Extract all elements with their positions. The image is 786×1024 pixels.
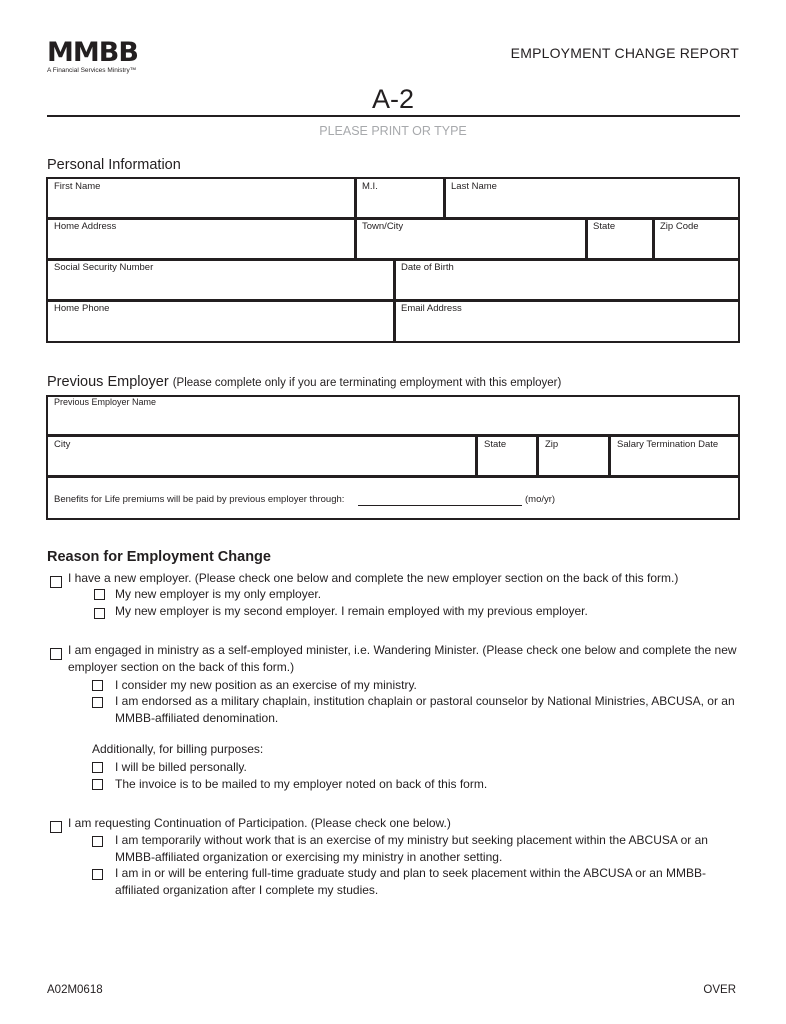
reason-heading: Reason for Employment Change — [47, 549, 271, 565]
state-field[interactable] — [587, 219, 652, 258]
billing-heading: Additionally, for billing purposes: — [92, 742, 264, 756]
zip-code-label: Zip Code — [660, 221, 699, 232]
home-address-field[interactable] — [48, 219, 354, 258]
home-phone-label: Home Phone — [54, 303, 110, 314]
new-employer-checkbox[interactable] — [50, 576, 62, 588]
prev-state-field[interactable] — [478, 437, 536, 475]
graduate-study-label-line1: I am in or will be entering full-time graduate study and plan to seek placement within the ABCUSA or an MMBB- — [115, 866, 706, 880]
town-city-label: Town/City — [362, 221, 404, 232]
logo-mark: MMBB — [47, 37, 138, 68]
previous-employer-heading — [47, 374, 561, 390]
zip-code-field[interactable] — [654, 219, 737, 258]
self-employed-label-line2: employer section on the back of this form.) — [68, 660, 295, 674]
new-employer-label: I have a new employer. (Please check one below and complete the new employer section on the back of this form.) — [68, 571, 679, 585]
personal-info-grid — [46, 177, 740, 343]
prev-state-label: State — [484, 439, 507, 450]
graduate-study-label-line2: affiliated organization after I complete my studies. — [115, 883, 379, 897]
invoice-to-employer-checkbox[interactable] — [92, 779, 103, 790]
second-employer-checkbox[interactable] — [94, 608, 105, 619]
logo-tagline: A Financial Services Ministry™ — [47, 67, 137, 74]
report-title: EMPLOYMENT CHANGE REPORT — [510, 45, 739, 61]
temporarily-without-work-label-line2: MMBB-affiliated organization or exercising my ministry in another setting. — [115, 850, 503, 864]
salary-termination-date-label: Salary Termination Date — [617, 439, 719, 450]
exercise-of-ministry-label: I consider my new position as an exercise of my ministry. — [115, 678, 417, 692]
only-employer-checkbox[interactable] — [94, 589, 105, 600]
personal-info-heading: Personal Information — [47, 157, 181, 173]
benefits-row — [48, 477, 737, 517]
prev-city-label: City — [54, 439, 71, 450]
endorsed-chaplain-label-line1: I am endorsed as a military chaplain, institution chaplain or pastoral counselor by National Ministries, ABCUSA, or an — [115, 694, 735, 708]
benefits-through-input[interactable] — [358, 493, 522, 506]
benefits-text: Benefits for Life premiums will be paid by previous employer through: — [54, 494, 345, 505]
state-label: State — [593, 221, 616, 232]
title-divider — [47, 115, 740, 117]
endorsed-chaplain-checkbox[interactable] — [92, 697, 103, 708]
previous-employer-grid — [46, 395, 740, 520]
previous-employer-title: Previous Employer — [47, 374, 169, 390]
prev-zip-field[interactable] — [539, 437, 608, 475]
home-phone-field[interactable] — [48, 301, 393, 340]
last-name-field[interactable] — [445, 179, 737, 217]
previous-employer-note: (Please complete only if you are terminating employment with this employer) — [172, 377, 562, 389]
middle-initial-field[interactable] — [356, 179, 443, 217]
self-employed-label-line1: I am engaged in ministry as a self-employed minister, i.e. Wandering Minister. (Please check one below and complete the new — [68, 643, 737, 657]
dob-field[interactable] — [395, 260, 737, 299]
ssn-label: Social Security Number — [54, 262, 154, 273]
form-code: A-2 — [371, 84, 415, 114]
endorsed-chaplain-label-line2: MMBB-affiliated denomination. — [115, 711, 279, 725]
salary-termination-date-field[interactable] — [611, 437, 737, 475]
billed-personally-label: I will be billed personally. — [115, 760, 247, 774]
invoice-to-employer-label: The invoice is to be mailed to my employer noted on back of this form. — [115, 777, 488, 791]
temporarily-without-work-label-line1: I am temporarily without work that is an exercise of my ministry but seeking placement within the ABCUSA or an — [115, 833, 708, 847]
benefits-unit: (mo/yr) — [525, 494, 556, 505]
home-address-label: Home Address — [54, 221, 117, 232]
temporarily-without-work-checkbox[interactable] — [92, 836, 103, 847]
previous-employer-name-field[interactable] — [48, 397, 737, 434]
first-name-field[interactable] — [48, 179, 354, 217]
email-field[interactable] — [395, 301, 737, 340]
only-employer-label: My new employer is my only employer. — [115, 587, 322, 601]
email-label: Email Address — [401, 303, 462, 314]
exercise-of-ministry-checkbox[interactable] — [92, 680, 103, 691]
previous-employer-name-label: Previous Employer Name — [54, 397, 157, 407]
prev-city-field[interactable] — [48, 437, 475, 475]
town-city-field[interactable] — [356, 219, 585, 258]
second-employer-label: My new employer is my second employer. I remain employed with my previous employer. — [115, 604, 588, 618]
last-name-label: Last Name — [451, 181, 497, 192]
first-name-label: First Name — [54, 181, 101, 192]
print-note: PLEASE PRINT OR TYPE — [319, 124, 467, 138]
continuation-label: I am requesting Continuation of Participation. (Please check one below.) — [68, 816, 451, 830]
self-employed-checkbox[interactable] — [50, 648, 62, 660]
ssn-field[interactable] — [48, 260, 393, 299]
over-indicator: OVER — [703, 984, 736, 996]
dob-label: Date of Birth — [401, 262, 454, 273]
prev-zip-label: Zip — [545, 439, 559, 450]
mmbb-logo — [47, 37, 138, 75]
mi-label: M.I. — [362, 181, 378, 192]
billed-personally-checkbox[interactable] — [92, 762, 103, 773]
graduate-study-checkbox[interactable] — [92, 869, 103, 880]
form-number: A02M0618 — [47, 984, 103, 996]
continuation-checkbox[interactable] — [50, 821, 62, 833]
